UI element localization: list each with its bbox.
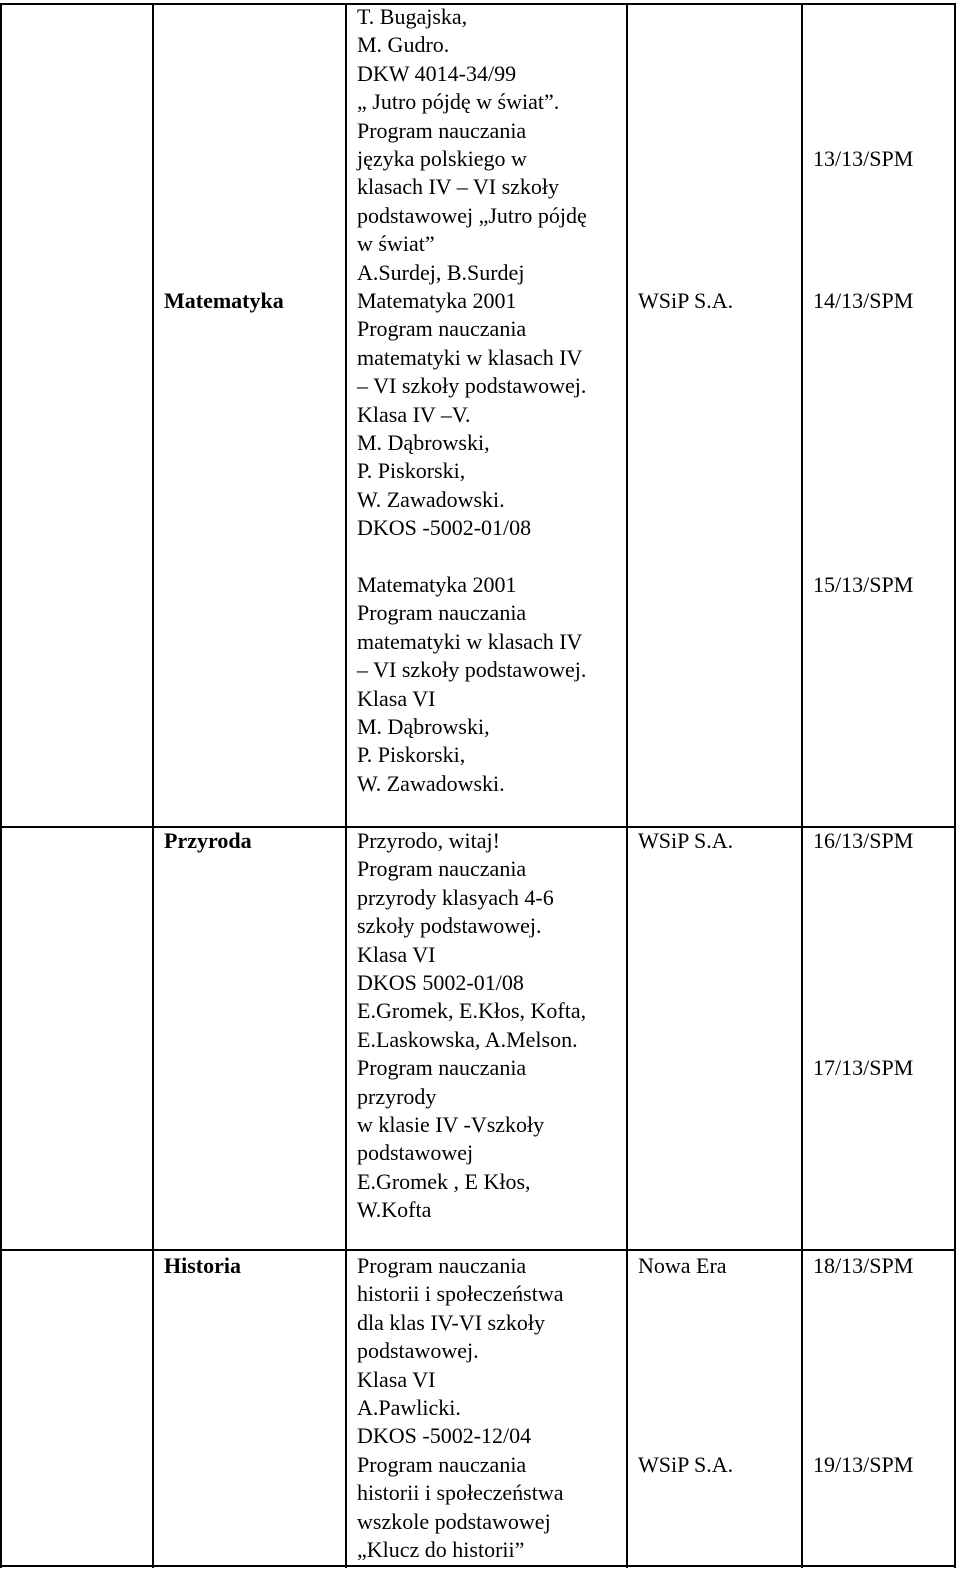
program-line: matematyki w klasach IV bbox=[357, 628, 583, 654]
program-line: A.Pawlicki. bbox=[357, 1394, 461, 1420]
publisher-name: WSiP S.A. bbox=[638, 828, 734, 853]
approval-number: 13/13/SPM bbox=[813, 146, 914, 171]
column-divider-3 bbox=[626, 3, 628, 1568]
program-line: przyrody bbox=[357, 1083, 437, 1109]
program-line: Matematyka 2001 bbox=[357, 572, 517, 597]
approval-number: 16/13/SPM bbox=[813, 828, 914, 853]
program-line: T. Bugajska, bbox=[357, 4, 468, 29]
program-cell-science bbox=[357, 827, 586, 1224]
program-line: Program nauczania bbox=[357, 1055, 527, 1081]
program-line: – VI szkoły podstawowej. bbox=[357, 657, 587, 683]
program-line: szkoły podstawowej. bbox=[357, 913, 542, 939]
program-line: – VI szkoły podstawowej. bbox=[357, 373, 587, 399]
program-line: P. Piskorski, bbox=[357, 742, 466, 768]
publisher-name: Nowa Era bbox=[638, 1253, 727, 1278]
program-cell-history bbox=[357, 1252, 564, 1564]
program-line: DKOS -5002-01/08 bbox=[357, 515, 532, 541]
program-line: M. Gudro. bbox=[357, 32, 450, 58]
row-divider-2 bbox=[0, 1249, 956, 1251]
column-divider-2 bbox=[345, 3, 347, 1568]
program-line: Przyrodo, witaj! bbox=[357, 828, 500, 853]
program-cell-polish bbox=[357, 3, 587, 287]
table-border-left bbox=[0, 3, 2, 1568]
program-line: Klasa VI bbox=[357, 1366, 436, 1392]
publisher-name: WSiP S.A. bbox=[638, 1452, 734, 1477]
program-line: W. Zawadowski. bbox=[357, 486, 505, 512]
program-line: Program nauczania bbox=[357, 1253, 527, 1278]
program-line: Program nauczania bbox=[357, 316, 527, 342]
program-line: W.Kofta bbox=[357, 1197, 432, 1223]
program-line: W. Zawadowski. bbox=[357, 770, 505, 796]
program-cell-math-a bbox=[357, 287, 586, 543]
program-cell-math-b bbox=[357, 571, 586, 798]
table-border-bottom bbox=[0, 1565, 956, 1567]
program-line: „ Jutro pójdę w świat”. bbox=[357, 89, 560, 115]
program-line: historii i społeczeństwa bbox=[357, 1480, 564, 1506]
program-line: podstawowej. bbox=[357, 1338, 479, 1364]
approval-number: 15/13/SPM bbox=[813, 572, 914, 597]
subject-name: Przyroda bbox=[164, 828, 252, 853]
program-line: E.Gromek, E.Kłos, Kofta, bbox=[357, 998, 587, 1024]
program-line: M. Dąbrowski, bbox=[357, 429, 490, 455]
program-line: A.Surdej, B.Surdej bbox=[357, 259, 525, 285]
column-divider-1 bbox=[152, 3, 154, 1568]
program-line: Klasa VI bbox=[357, 941, 436, 967]
program-line: wszkole podstawowej bbox=[357, 1508, 551, 1534]
program-line: podstawowej „Jutro pójdę bbox=[357, 202, 587, 228]
subject-name: Historia bbox=[164, 1253, 241, 1278]
approval-number: 14/13/SPM bbox=[813, 288, 914, 313]
program-line: klasach IV – VI szkoły bbox=[357, 174, 560, 200]
program-line: Matematyka 2001 bbox=[357, 288, 517, 313]
program-line: Program nauczania bbox=[357, 856, 527, 882]
program-line: E.Laskowska, A.Melson. bbox=[357, 1026, 578, 1052]
program-line: w klasie IV -Vszkoły bbox=[357, 1111, 545, 1137]
program-line: P. Piskorski, bbox=[357, 458, 466, 484]
program-line: historii i społeczeństwa bbox=[357, 1281, 564, 1307]
program-line: „Klucz do historii” bbox=[357, 1536, 525, 1562]
program-line: przyrody klasyach 4-6 bbox=[357, 884, 554, 910]
program-line: matematyki w klasach IV bbox=[357, 344, 583, 370]
program-line: Program nauczania bbox=[357, 1451, 527, 1477]
publisher-name: WSiP S.A. bbox=[638, 288, 734, 313]
column-divider-4 bbox=[801, 3, 803, 1568]
approval-number: 18/13/SPM bbox=[813, 1253, 914, 1278]
program-line: Klasa VI bbox=[357, 685, 436, 711]
table-border-right bbox=[954, 3, 956, 1568]
program-line: Program nauczania bbox=[357, 117, 527, 143]
program-line: DKOS -5002-12/04 bbox=[357, 1423, 532, 1449]
program-line: w świat” bbox=[357, 231, 435, 257]
program-line: języka polskiego w bbox=[357, 145, 527, 171]
program-line: Klasa IV –V. bbox=[357, 401, 471, 427]
program-line: M. Dąbrowski, bbox=[357, 713, 490, 739]
program-line: DKW 4014-34/99 bbox=[357, 60, 517, 86]
program-line: Program nauczania bbox=[357, 600, 527, 626]
program-line: DKOS 5002-01/08 bbox=[357, 969, 524, 995]
program-line: E.Gromek , E Kłos, bbox=[357, 1168, 531, 1194]
approval-number: 17/13/SPM bbox=[813, 1055, 914, 1080]
program-line: dla klas IV-VI szkoły bbox=[357, 1309, 545, 1335]
subject-name: Matematyka bbox=[164, 288, 284, 313]
approval-number: 19/13/SPM bbox=[813, 1452, 914, 1477]
program-line: podstawowej bbox=[357, 1140, 474, 1166]
